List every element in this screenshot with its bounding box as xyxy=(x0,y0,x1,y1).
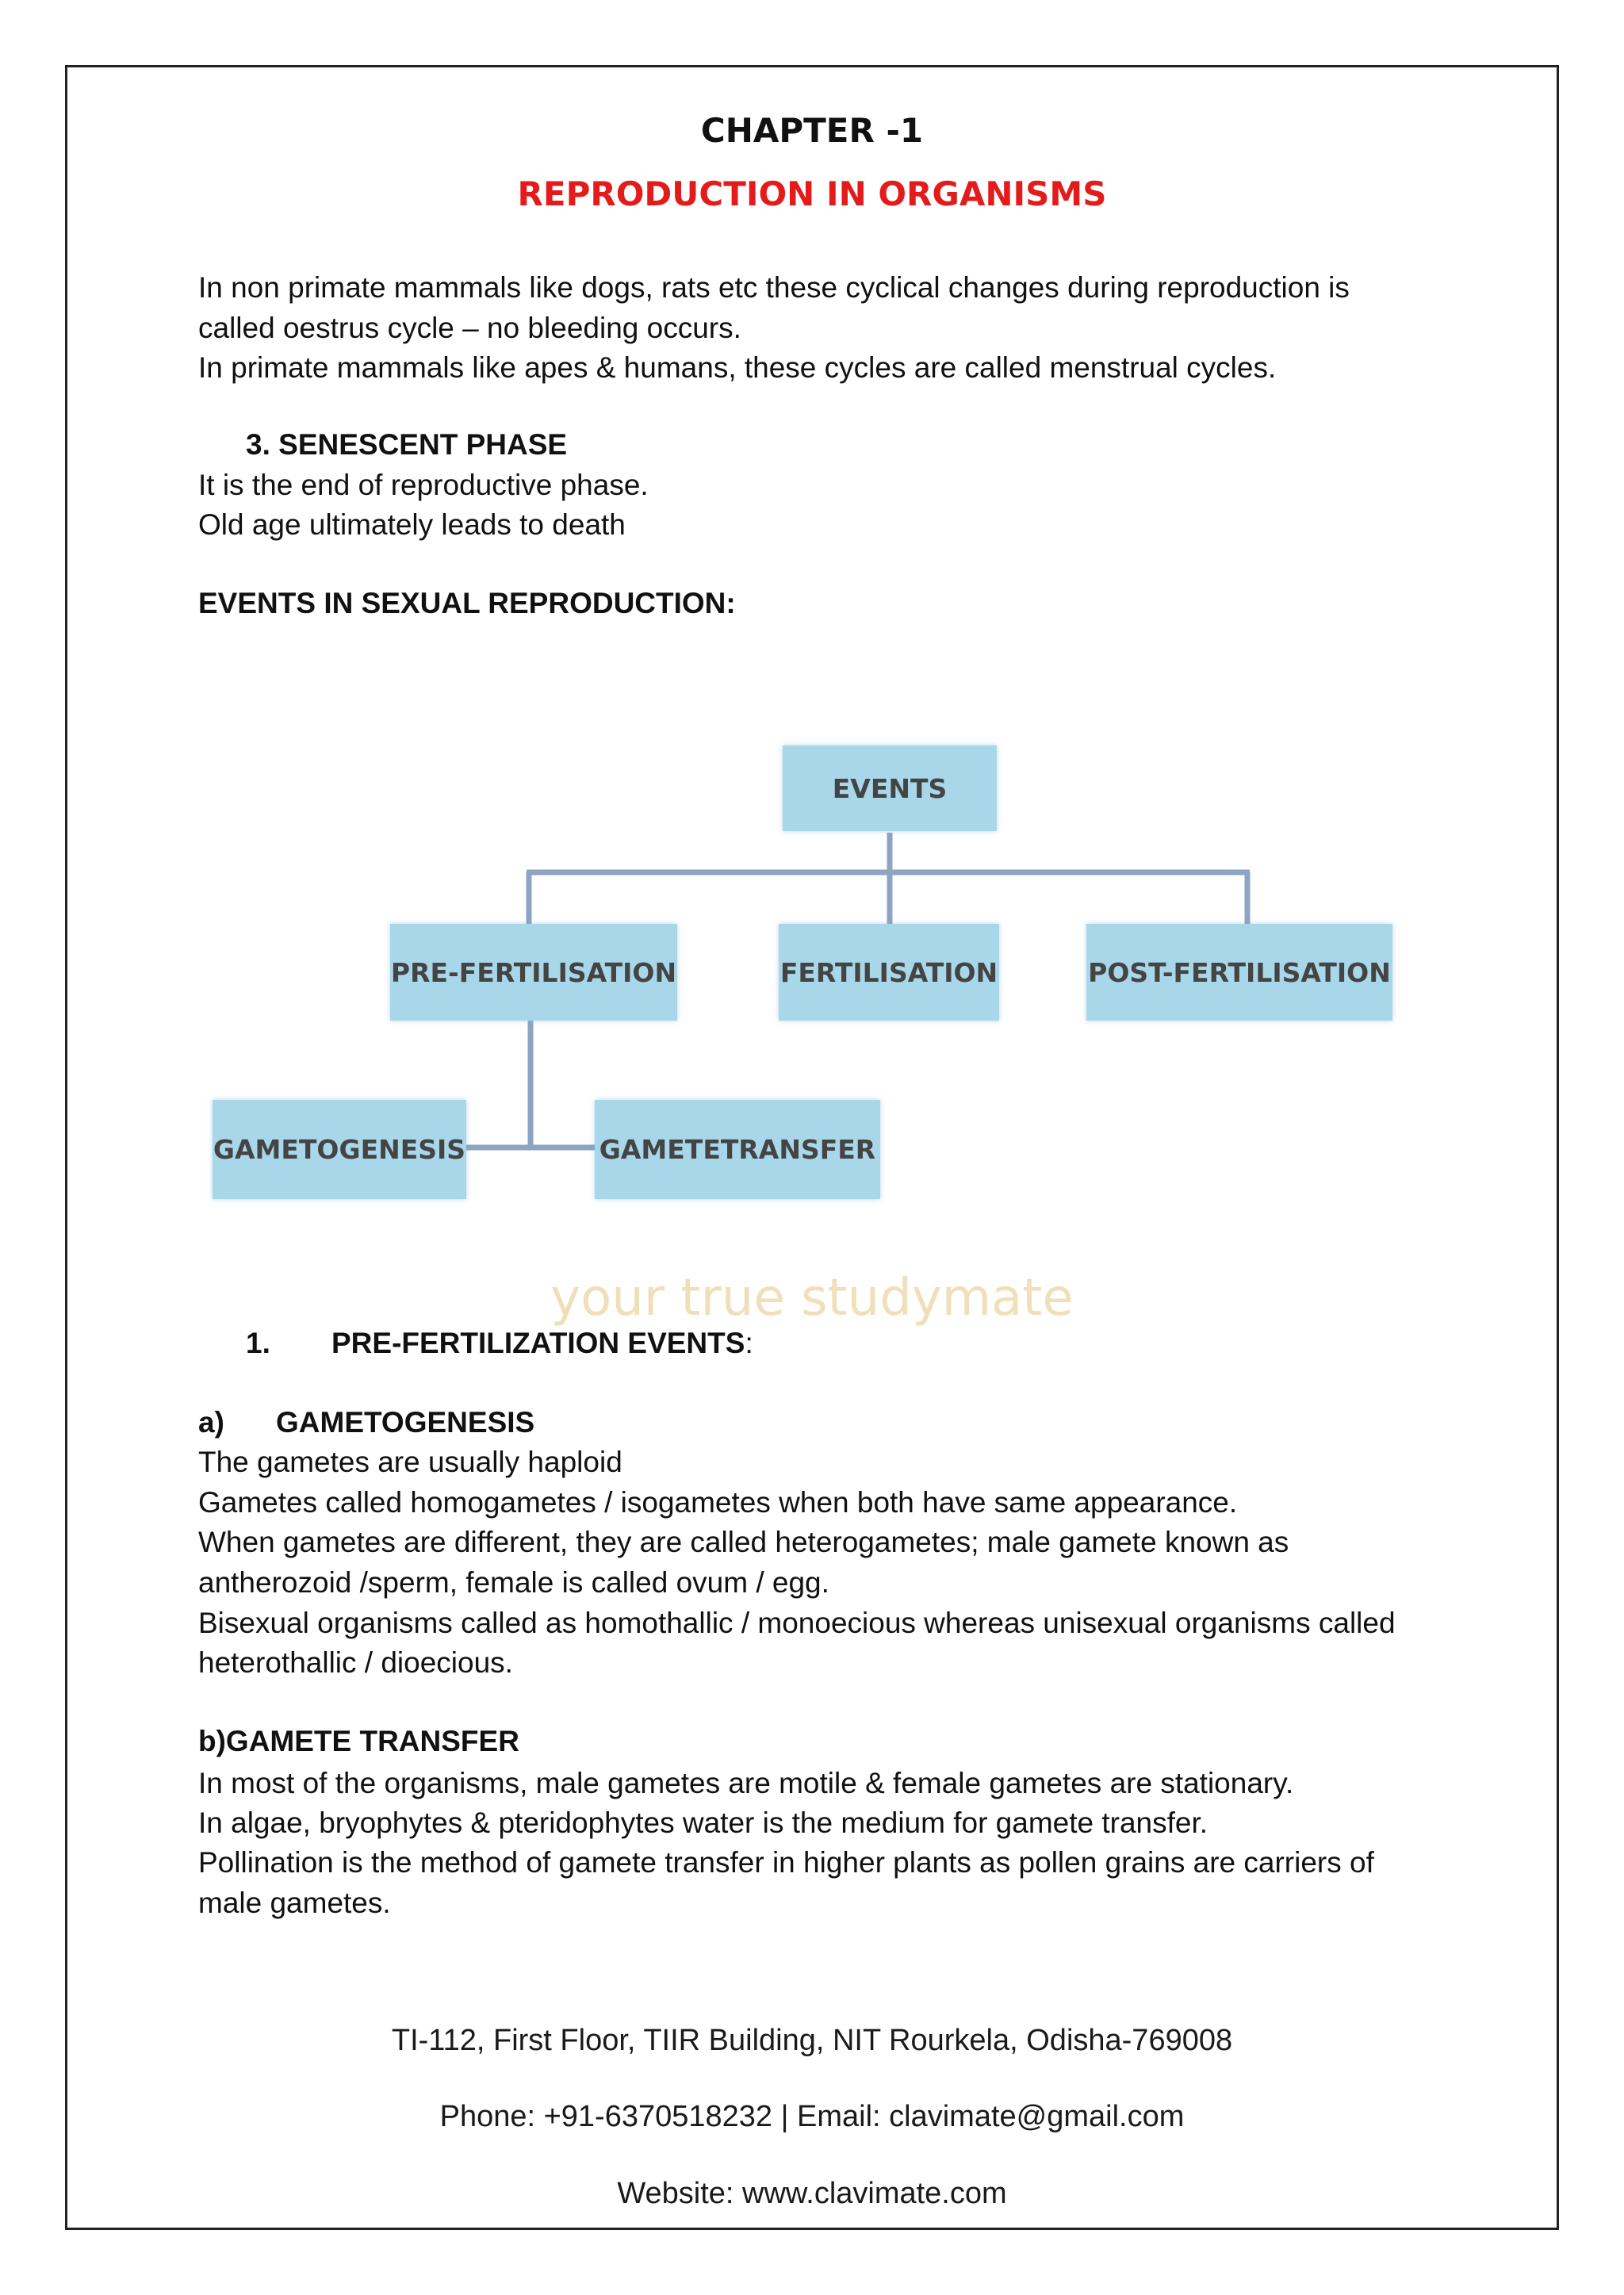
gametogenesis-box: GAMETOGENESIS xyxy=(213,1100,466,1199)
pre-fertilisation-box: PRE-FERTILISATION xyxy=(390,924,677,1021)
gamete-transfer-heading: b)GAMETE TRANSFER xyxy=(198,1725,519,1757)
footer-address: TI-112, First Floor, TIIR Building, NIT Rourkela, Odisha-769008 xyxy=(391,2024,1233,2057)
intro-line: In primate mammals like apes & humans, these cycles are called menstrual cycles. xyxy=(198,351,1277,384)
gametogenesis-line: When gametes are different, they are called heterogametes; male gamete known as xyxy=(198,1526,1289,1558)
gametogenesis-line: The gametes are usually haploid xyxy=(198,1446,622,1478)
gametetransfer-box: GAMETETRANSFER xyxy=(595,1100,880,1199)
senescent-line: It is the end of reproductive phase. xyxy=(198,469,649,501)
senescent-heading: 3. SENESCENT PHASE xyxy=(246,428,568,461)
senescent-line: Old age ultimately leads to death xyxy=(198,508,626,541)
gametogenesis-line: Bisexual organisms called as homothallic / monoecious whereas unisexual organisms called xyxy=(198,1607,1396,1639)
intro-line: called oestrus cycle – no bleeding occurs. xyxy=(198,312,741,344)
events-heading: EVENTS IN SEXUAL REPRODUCTION: xyxy=(198,587,736,619)
post-fertilisation-box: POST-FERTILISATION xyxy=(1086,924,1392,1021)
gamete-transfer-line: In algae, bryophytes & pteridophytes water is the medium for gamete transfer. xyxy=(198,1806,1208,1839)
gamete-transfer-line: In most of the organisms, male gametes are motile & female gametes are stationary. xyxy=(198,1767,1294,1799)
gametogenesis-heading: GAMETOGENESIS xyxy=(276,1406,535,1439)
pre-events-colon: : xyxy=(745,1327,753,1359)
gamete-transfer-line: male gametes. xyxy=(198,1887,391,1919)
pre-events-heading xyxy=(331,1323,753,1363)
footer-contact: Phone: +91-6370518232 | Email: clavimate@gmail.com xyxy=(439,2100,1185,2133)
pre-events-title: PRE-FERTILIZATION EVENTS xyxy=(331,1327,745,1359)
pre-events-number: 1. xyxy=(246,1327,270,1359)
gamete-transfer-line: Pollination is the method of gamete transfer in higher plants as pollen grains are carriers of xyxy=(198,1846,1374,1879)
gametogenesis-line: heterothallic / dioecious. xyxy=(198,1646,513,1679)
fertilisation-box: FERTILISATION xyxy=(779,924,999,1021)
events-diagram xyxy=(206,738,1411,1213)
footer-website: Website: www.clavimate.com xyxy=(617,2177,1007,2210)
gametogenesis-line: antherozoid /sperm, female is called ovum / egg. xyxy=(198,1566,829,1599)
events-box: EVENTS xyxy=(783,745,997,831)
gametogenesis-line: Gametes called homogametes / isogametes when both have same appearance. xyxy=(198,1486,1238,1519)
chapter-subtitle: REPRODUCTION IN ORGANISMS xyxy=(517,174,1107,213)
chapter-title: CHAPTER -1 xyxy=(700,111,924,150)
watermark: your true studymate xyxy=(550,1269,1074,1328)
intro-line: In non primate mammals like dogs, rats etc these cyclical changes during reproduction is xyxy=(198,271,1350,304)
gametogenesis-label: a) xyxy=(198,1406,224,1439)
